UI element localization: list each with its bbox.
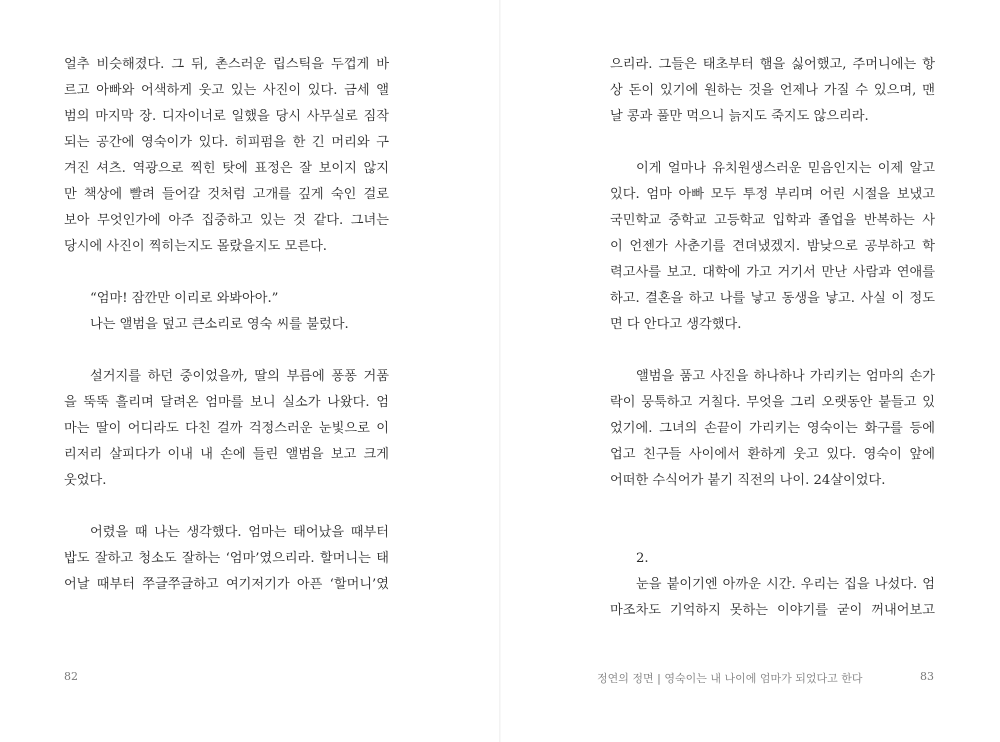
right-page [500,0,1000,742]
body-line: 업고 친구들 사이에서 환하게 웃고 있다. 영숙이 앞에 [610,447,935,462]
body-line: 어떠한 수식어가 붙기 직전의 나이. 24살이었다. [610,473,886,488]
body-line: 리저리 살피다가 이내 내 손에 들린 앨범을 보고 크게 [64,447,389,462]
body-line: 당시에 사진이 찍히는지도 몰랐을지도 모른다. [64,239,328,254]
body-line: 을 뚝뚝 흘리며 달려온 엄마를 보니 실소가 나왔다. 엄 [64,395,389,410]
body-line: 웃었다. [64,473,107,488]
body-line: 면 다 안다고 생각했다. [610,317,742,332]
paragraph-break [64,494,389,520]
body-line: 이 언젠가 사춘기를 견뎌냈겠지. 밤낮으로 공부하고 학 [610,239,935,254]
body-line: 으리라. 그들은 태초부터 햄을 싫어했고, 주머니에는 항 [610,57,935,72]
paragraph-break [610,520,935,546]
body-line: 하고. 결혼을 하고 나를 낳고 동생을 낳고. 사실 이 정도 [610,291,935,306]
body-line: 국민학교 중학교 고등학교 입학과 졸업을 반복하는 사 [610,213,935,228]
body-line: 어렸을 때 나는 생각했다. 엄마는 태어났을 때부터 [90,525,389,540]
paragraph-break [610,130,935,156]
body-line: 어날 때부터 쭈글쭈글하고 여기저기가 아픈 ‘할머니’였 [64,577,389,592]
paragraph-break [610,338,935,364]
body-line: 락이 뭉툭하고 거칠다. 무엇을 그리 오랫동안 붙들고 있 [610,395,935,410]
paragraph-break [64,260,389,286]
body-line: 력고사를 보고. 대학에 가고 거기서 만난 사람과 연애를 [610,265,935,280]
dialogue-line: “엄마! 잠깐만 이리로 와봐아아.” [90,291,279,306]
body-line: 상 돈이 있기에 원하는 것을 언제나 가질 수 있으며, 맨 [610,83,935,98]
body-line: 날 콩과 풀만 먹으니 늙지도 죽지도 않으리라. [610,109,869,124]
body-line: 겨진 셔츠. 역광으로 찍힌 탓에 표정은 잘 보이지 않지 [64,161,389,176]
section-number: 2. [636,551,649,566]
body-line: 앨범을 품고 사진을 하나하나 가리키는 엄마의 손가 [636,369,935,384]
body-line: 설거지를 하던 중이었을까, 딸의 부름에 퐁퐁 거품 [90,369,389,384]
body-line: 얼추 비슷해졌다. 그 뒤, 촌스러운 립스틱을 두껍게 바 [64,57,389,72]
body-line: 보아 무엇인가에 아주 집중하고 있는 것 같다. 그녀는 [64,213,389,228]
body-line: 있다. 엄마 아빠 모두 투정 부리며 어린 시절을 보냈고 [610,187,935,202]
body-line: 되는 공간에 영숙이가 있다. 히피펌을 한 긴 머리와 구 [64,135,389,150]
left-page-body [64,52,389,598]
paragraph-break [64,338,389,364]
body-line: 마는 딸이 어디라도 다친 걸까 걱정스러운 눈빛으로 이 [64,421,389,436]
right-page-body [610,52,935,624]
body-line: 었기에. 그녀의 손끝이 가리키는 영숙이는 화구를 등에 [610,421,935,436]
body-line: 르고 아빠와 어색하게 웃고 있는 사진이 있다. 금세 앨 [64,83,389,98]
body-line: 마조차도 기억하지 못하는 이야기를 굳이 꺼내어보고 [610,603,935,618]
body-line: 만 책상에 빨려 들어갈 것처럼 고개를 깊게 숙인 걸로 [64,187,389,202]
body-line: 이게 얼마나 유치원생스러운 믿음인지는 이제 알고 [636,161,935,176]
running-head: 정연의 정면 | 영숙이는 내 나이에 엄마가 되었다고 한다 [597,672,863,685]
body-line: 눈을 붙이기엔 아까운 시간. 우리는 집을 나섰다. 엄 [636,577,935,592]
body-line: 나는 앨범을 덮고 큰소리로 영숙 씨를 불렀다. [90,317,349,332]
paragraph-break [610,494,935,520]
body-line: 범의 마지막 장. 디자이너로 일했을 당시 사무실로 짐작 [64,109,389,124]
page-number: 83 [920,670,934,683]
body-line: 밥도 잘하고 청소도 잘하는 ‘엄마’였으리라. 할머니는 태 [64,551,389,566]
page-number: 82 [64,670,78,683]
